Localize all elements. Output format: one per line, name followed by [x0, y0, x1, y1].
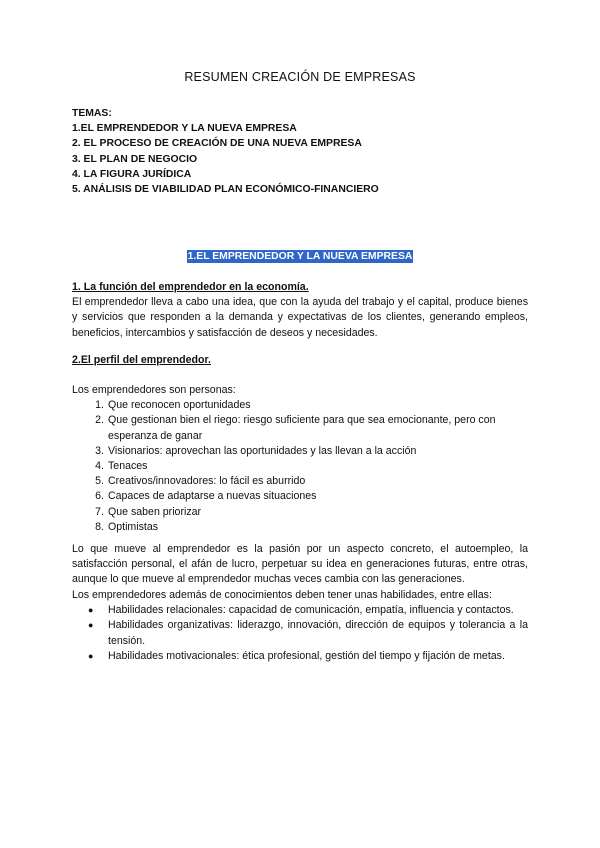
- subsection-heading: 1. La función del emprendedor en la economía.: [72, 281, 309, 293]
- list-item: ● Habilidades relacionales: capacidad de comunicación, empatía, influencia y contactos.: [72, 603, 528, 618]
- section-heading-highlight: 1.EL EMPRENDEDOR Y LA NUEVA EMPRESA: [187, 251, 413, 262]
- list-item: ● Habilidades motivacionales: ética profesional, gestión del tiempo y fijación de metas.: [72, 649, 528, 664]
- motivation-paragraph: Lo que mueve al emprendedor es la pasión por un aspecto concreto, el autoempleo, la satisfacción personal, el afán de lucro, perpetuar su idea en generaciones futuras, entre otras, aunque lo que mueve al emprendedor muchas veces cambia con las generaciones.: [72, 543, 528, 586]
- topics-list: [72, 106, 379, 197]
- list-item: 7. Que saben priorizar: [95, 505, 202, 518]
- subsection-heading: 2.El perfil del emprendedor.: [72, 354, 211, 366]
- topic-item: 3. EL PLAN DE NEGOCIO: [72, 153, 198, 165]
- paragraph: El emprendedor lleva a cabo una idea, que con la ayuda del trabajo y el capital, produce bienes y servicios que responden a la demanda y expectativas de los clientes, generando empleos, beneficios, intercambios y satisfacción de deseos y necesidades.: [72, 296, 528, 339]
- page-title: RESUMEN CREACIÓN DE EMPRESAS: [184, 70, 416, 84]
- profile-list-block: [72, 383, 528, 535]
- list-item: 1. Que reconocen oportunidades: [95, 399, 251, 412]
- skills-intro: Los emprendedores además de conocimientos deben tener unas habilidades, entre ellas:: [72, 589, 492, 601]
- section-heading: [0, 251, 600, 262]
- profile-list: [72, 398, 528, 535]
- list-item: 5. Creativos/innovadores: lo fácil es aburrido: [95, 475, 306, 488]
- subsection-economy: [72, 280, 528, 341]
- list-intro: Los emprendedores son personas:: [72, 384, 236, 396]
- list-item: ● Habilidades organizativas: liderazgo, innovación, dirección de equipos y tolerancia a la tensión.: [88, 619, 528, 647]
- topic-item: 1.EL EMPRENDEDOR Y LA NUEVA EMPRESA: [72, 123, 297, 135]
- topics-heading: TEMAS:: [72, 108, 112, 119]
- list-item: 2. Que gestionan bien el riego: riesgo suficiente para que sea emocionante, pero con esperanza de ganar: [95, 414, 496, 442]
- list-item: 4. Tenaces: [95, 460, 148, 473]
- list-item: 8. Optimistas: [95, 520, 159, 533]
- skills-block: [72, 588, 528, 664]
- list-item: 3. Visionarios: aprovechan las oportunidades y las llevan a la acción: [95, 444, 417, 457]
- topic-item: 4. LA FIGURA JURÍDICA: [72, 168, 192, 180]
- skills-list: [72, 603, 528, 664]
- subsection-profile: [72, 353, 528, 368]
- bullet-icon: ●: [88, 605, 94, 616]
- bullet-icon: ●: [88, 620, 94, 631]
- list-item: 6. Capaces de adaptarse a nuevas situaciones: [95, 490, 317, 503]
- bullet-icon: ●: [88, 650, 94, 661]
- topic-item: 5. ANÁLISIS DE VIABILIDAD PLAN ECONÓMICO-FINANCIERO: [72, 184, 379, 196]
- topic-item: 2. EL PROCESO DE CREACIÓN DE UNA NUEVA EMPRESA: [72, 138, 362, 150]
